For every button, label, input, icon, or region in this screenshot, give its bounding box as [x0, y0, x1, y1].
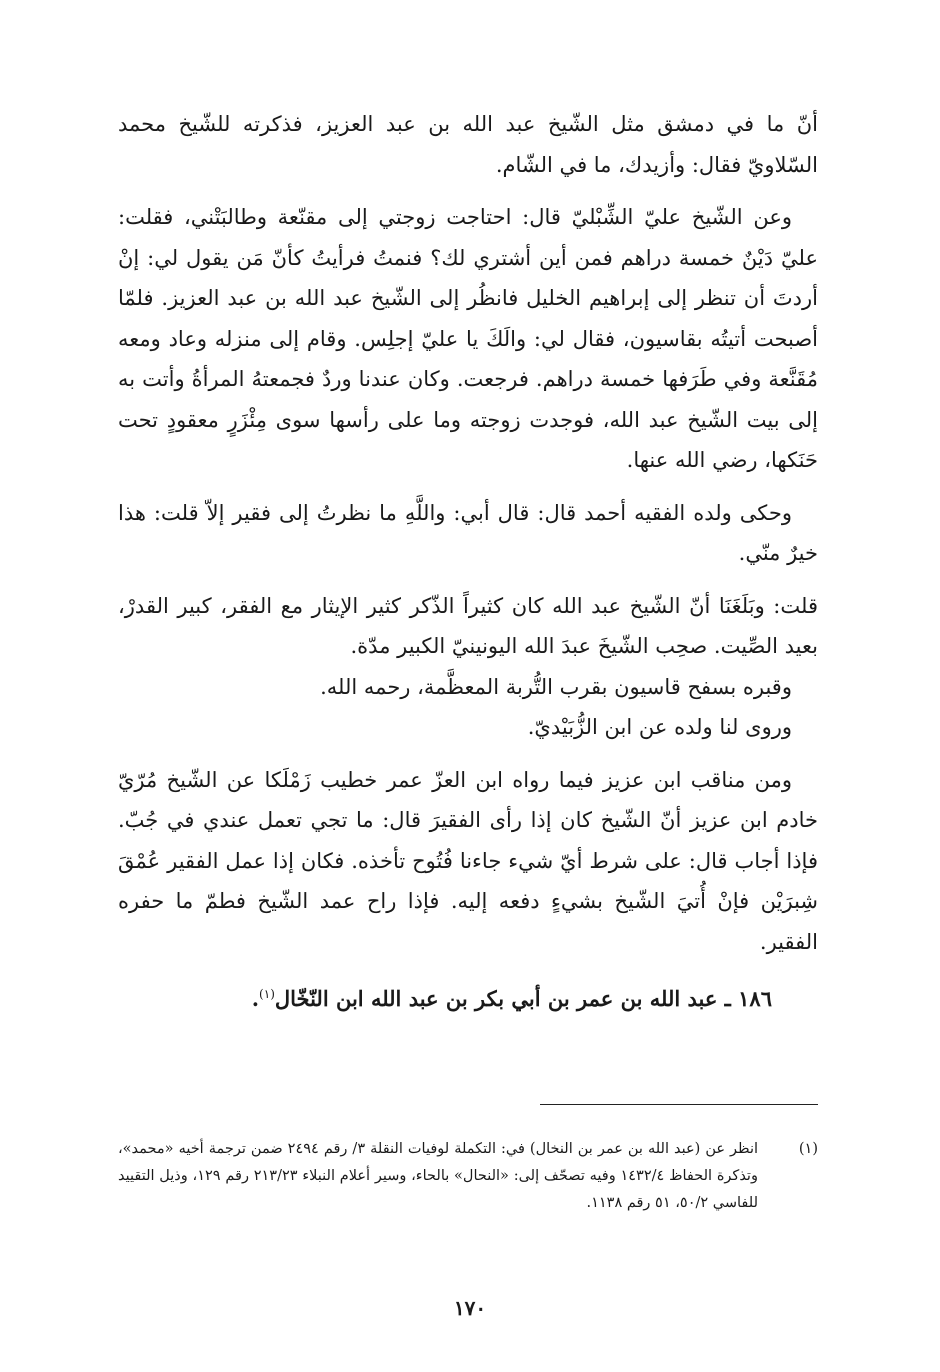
paragraph-4: قلت: وبَلَغَنَا أنّ الشّيخ عبد الله كان كثيراً الذّكر كثير الإيثار مع الفقر، كبير القدرْ، بعيد الصِّيت. صحِب الشّيخَ عبدَ الله اليونينيّ الكبير مدّة. — [118, 593, 818, 658]
paragraph-6: وروى لنا ولده عن ابن الزُّبَيْديّ. — [527, 715, 792, 739]
footnotes — [118, 1136, 818, 1217]
paragraph-1: أنّ ما في دمشق مثل الشّيخ عبد الله بن عبد العزيز، فذكرته للشّيخ محمد السّلاويّ فقال: وأزيدك، ما في الشّام. — [118, 112, 818, 177]
paragraph-7: ومن مناقب ابن عزيز فيما رواه ابن العزّ عمر خطيب زَمْلَكا عن الشّيخ مُرّيّ خادم ابن عزيز أنّ الشّيخ كان إذا رأى الفقيرَ قال: ما تجي تعمل عندي في جُبّ. فإذا أجاب قال: على شرط أيّ شيء جاءنا فُتُوح تأخذه. فكان إذا عمل الفقير عُمْقَ شِبرَيْن فإنْ أُتيَ الشّيخ بشيءٍ دفعه إليه. فإذا راح عمد الشّيخ فطمّ ما حفره الفقير. — [118, 767, 818, 954]
footnote-item — [118, 1136, 818, 1217]
entry-heading-end: . — [251, 986, 260, 1011]
page-number: ١٧٠ — [453, 1296, 487, 1320]
paragraph-5: وقبره بسفح قاسيون بقرب التُّربة المعظَّمة، رحمه الله. — [320, 674, 792, 699]
footnote-text: انظر عن (عبد الله بن عمر بن النخال) في: التكملة لوفيات النقلة ٣/ رقم ٢٤٩٤ ضمن ترجمة أخيه «محمد»، وتذكرة الحفاظ ١٤٣٢/٤ وفيه تصحّف إلى: «النحال» بالحاء، وسير أعلام النبلاء ٢١٣/٢٣ رقم ١٢٩، وذيل التقييد للفاسي ٥٠/٢، ٥١ رقم ١١٣٨. — [118, 1141, 759, 1211]
footnote-number: (١) — [798, 1141, 818, 1157]
entry-heading-text: ١٨٦ ـ عبد الله بن عمر بن أبي بكر بن عبد الله ابن النّخّال — [274, 986, 772, 1011]
paragraph-2: وعن الشّيخ عليّ الشِّبْليّ قال: احتاجت زوجتي إلى مقنّعة وطالبَتْني، فقلت: عليّ دَيْنٌ خمسة دراهم فمن أين أشتري لك؟ فنمتُ فرأيتُ كأنّ مَن يقول لي: إنْ أردتَ أن تنظر إلى إبراهيم الخليل فانظُر إلى الشّيخ عبد الله بن عبد العزيز. فلمّا أصبحت أتيتُه بقاسيون، فقال لي: والَكَ يا عليّ إجلِس. وقام إلى منزله وعاد ومعه مُقَنَّعة وفي طَرَفها خمسة دراهم. فرجعت. وكان عندنا وردٌ فجمعتهُ المرأةُ وأتت به إلى بيت الشّيخ عبد الله، فوجدت زوجته وما على رأسها سوى مِئْزَرٍ معقودٍ تحت حَنَكها، رضي الله عنها. — [118, 205, 818, 472]
footnote-divider — [540, 1104, 818, 1105]
paragraph-3: وحكى ولده الفقيه أحمد قال: قال أبي: واللَّهِ ما نظرتُ إلى فقير إلاّ قلت: هذا خيرٌ منّي. — [118, 500, 818, 565]
entry-heading — [118, 974, 818, 1020]
main-text — [118, 104, 818, 1020]
footnote-ref: (١) — [259, 987, 275, 1001]
